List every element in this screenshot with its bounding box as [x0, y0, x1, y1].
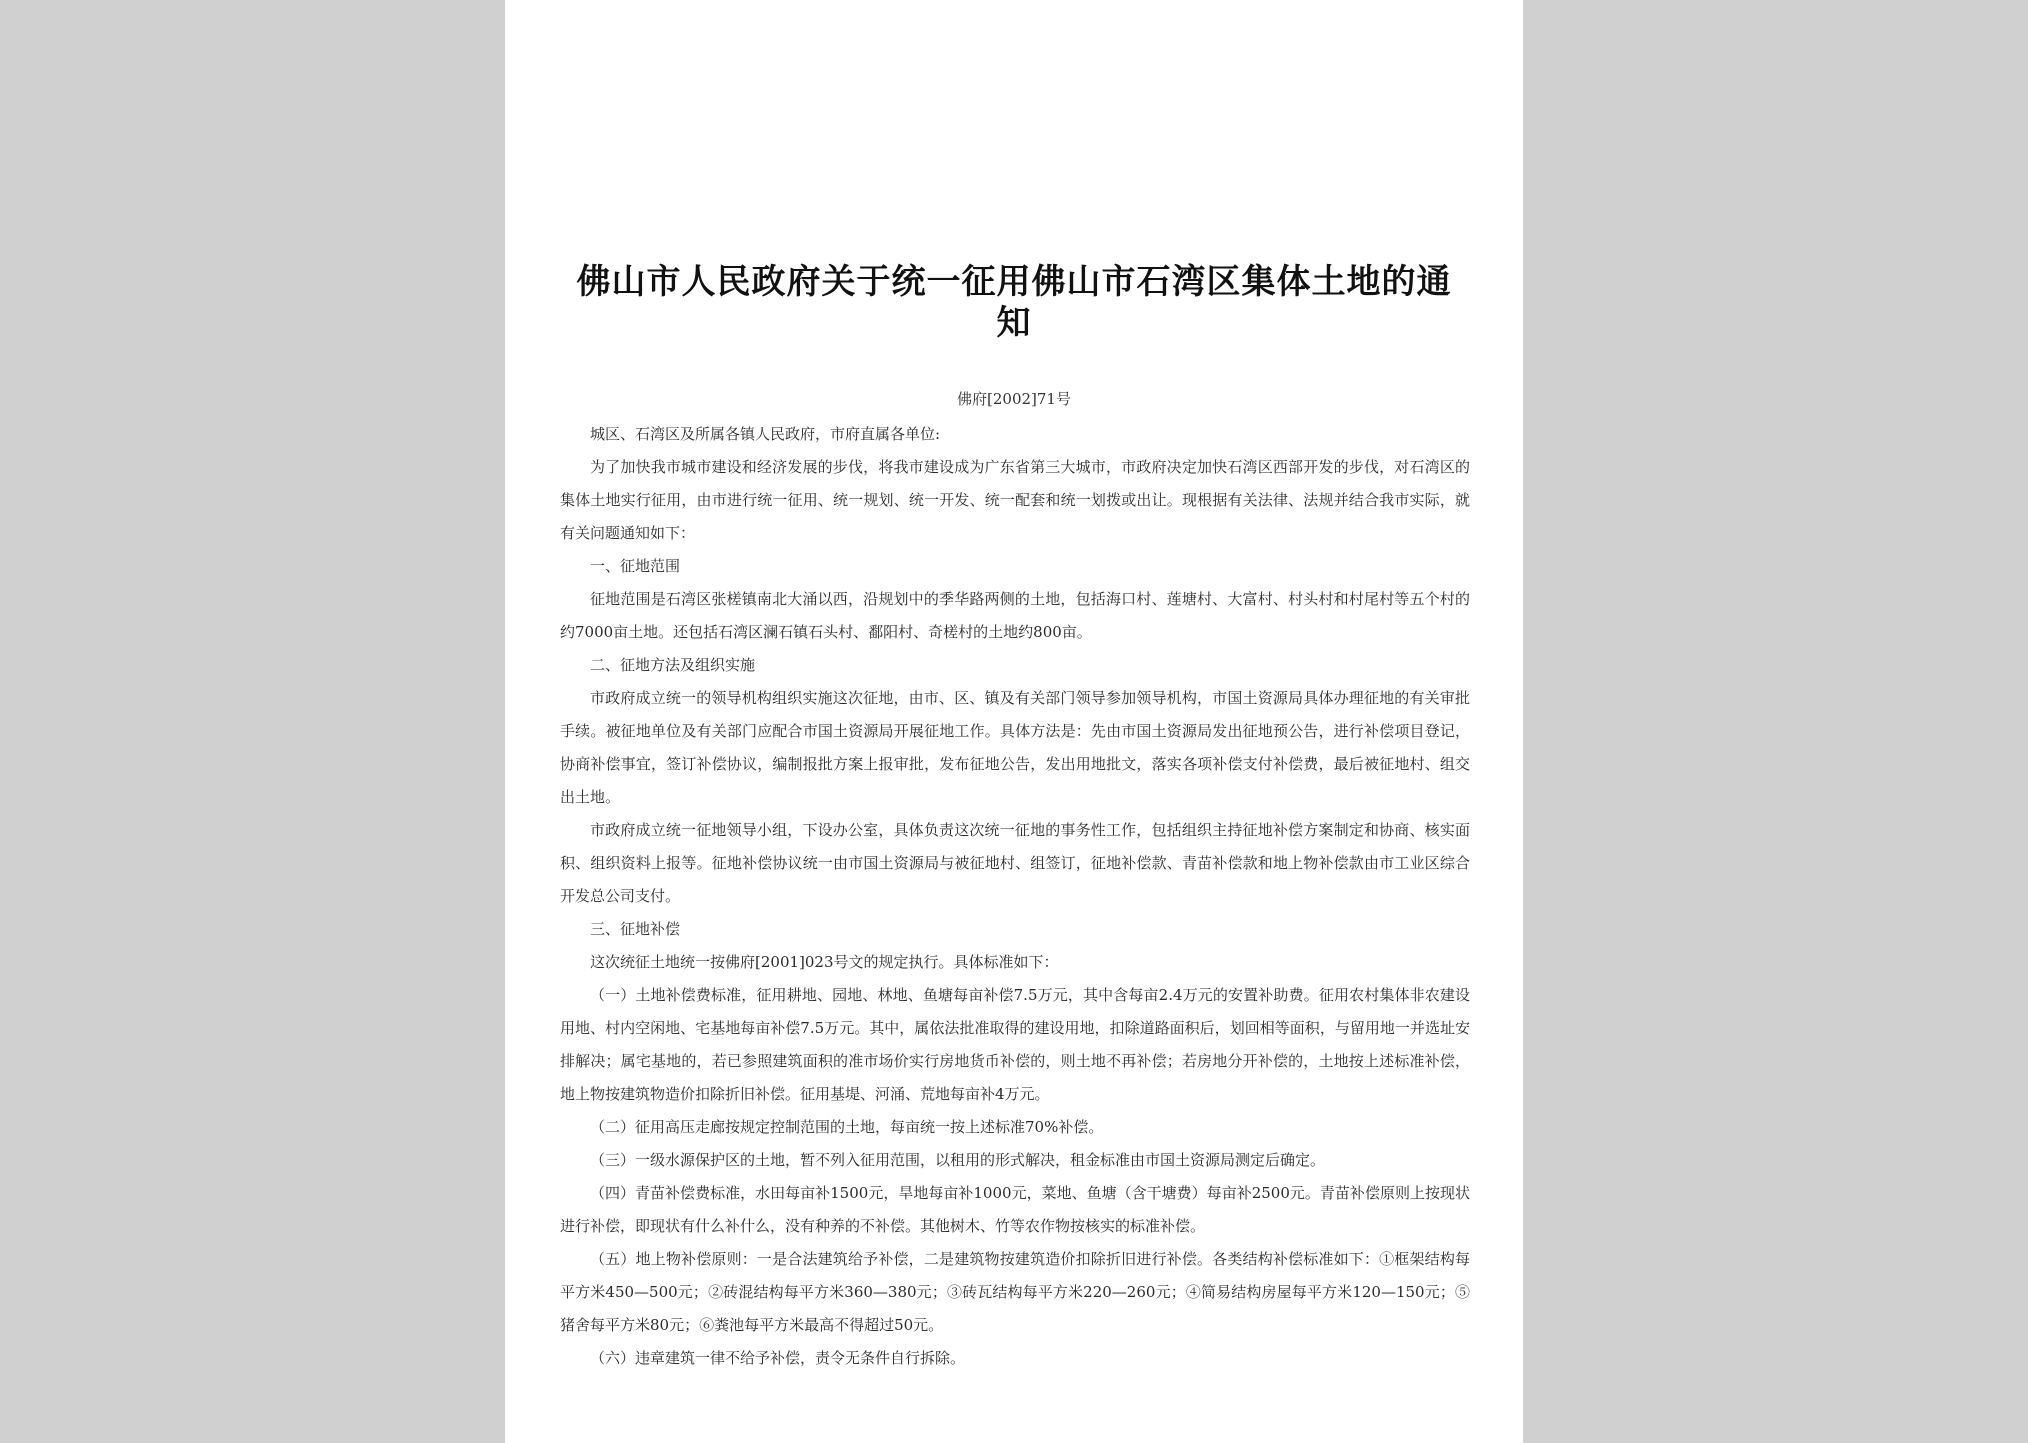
- list-item-paragraph: （六）违章建筑一律不给予补偿，责令无条件自行拆除。: [590, 1349, 966, 1367]
- list-item-paragraph: （三）一级水源保护区的土地，暂不列入征用范围，以租用的形式解决，租金标准由市国土资源局测定后确定。: [590, 1151, 1326, 1169]
- list-item-paragraph: （一）土地补偿费标准，征用耕地、园地、林地、鱼塘每亩补偿7.5万元，其中含每亩2.4万元的安置补助费。征用农村集体非农建设用地、村内空闲地、宅基地每亩补偿7.5万元。其中，属依法批准取得的建设用地，扣除道路面积后，划回相等面积，与留用地一并选址安排解决；属宅基地的，若已参照建筑面积的准市场价实行房地货币补偿的，则土地不再补偿；若房地分开补偿的，土地按上述标准补偿，地上物按建筑物造价扣除折旧补偿。征用基堤、河涌、荒地每亩补4万元。: [560, 986, 1470, 1103]
- body-paragraph: 市政府成立统一的领导机构组织实施这次征地，由市、区、镇及有关部门领导参加领导机构，市国土资源局具体办理征地的有关审批手续。被征地单位及有关部门应配合市国土资源局开展征地工作。具体方法是：先由市国土资源局发出征地预公告，进行补偿项目登记，协商补偿事宜，签订补偿协议，编制报批方案上报审批，发布征地公告，发出用地批文，落实各项补偿支付补偿费，最后被征地村、组交出土地。: [560, 689, 1470, 806]
- body-paragraph: 市政府成立统一征地领导小组，下设办公室，具体负责这次统一征地的事务性工作，包括组织主持征地补偿方案制定和协商、核实面积、组织资料上报等。征地补偿协议统一由市国土资源局与被征地村、组签订，征地补偿款、青苗补偿款和地上物补偿款由市工业区综合开发总公司支付。: [560, 821, 1470, 905]
- document-title: 佛山市人民政府关于统一征用佛山市石湾区集体土地的通知: [576, 262, 1452, 343]
- list-item-paragraph: （五）地上物补偿原则：一是合法建筑给予补偿，二是建筑物按建筑造价扣除折旧进行补偿。各类结构补偿标准如下：①框架结构每平方米450—500元；②砖混结构每平方米360—380元；③砖瓦结构每平方米220—260元；④简易结构房屋每平方米120—150元；⑤猪舍每平方米80元；⑥粪池每平方米最高不得超过50元。: [560, 1250, 1470, 1334]
- document-page: [505, 0, 1523, 1443]
- section-heading: 三、征地补偿: [590, 920, 681, 938]
- list-item-paragraph: （四）青苗补偿费标准，水田每亩补1500元，旱地每亩补1000元，菜地、鱼塘（含干塘费）每亩补2500元。青苗补偿原则上按现状进行补偿，即现状有什么补什么，没有种养的不补偿。其他树木、竹等农作物按核实的标准补偿。: [560, 1184, 1470, 1235]
- body-paragraph: 这次统征土地统一按佛府[2001]023号文的规定执行。具体标准如下：: [590, 953, 1059, 971]
- section-heading: 二、征地方法及组织实施: [590, 656, 756, 674]
- section-heading: 一、征地范围: [590, 557, 681, 575]
- document-body: [560, 418, 1470, 1375]
- document-number: 佛府[2002]71号: [957, 390, 1071, 408]
- body-paragraph: 征地范围是石湾区张槎镇南北大涌以西，沿规划中的季华路两侧的土地，包括海口村、莲塘村、大富村、村头村和村尾村等五个村的约7000亩土地。还包括石湾区澜石镇石头村、鄱阳村、奇槎村的土地约800亩。: [560, 590, 1470, 641]
- intro-paragraph: 为了加快我市城市建设和经济发展的步伐，将我市建设成为广东省第三大城市，市政府决定加快石湾区西部开发的步伐，对石湾区的集体土地实行征用，由市进行统一征用、统一规划、统一开发、统一配套和统一划拨或出让。现根据有关法律、法规并结合我市实际，就有关问题通知如下：: [560, 458, 1470, 542]
- list-item-paragraph: （二）征用高压走廊按规定控制范围的土地，每亩统一按上述标准70%补偿。: [590, 1118, 1104, 1136]
- salutation-paragraph: 城区、石湾区及所属各镇人民政府，市府直属各单位:: [590, 425, 941, 443]
